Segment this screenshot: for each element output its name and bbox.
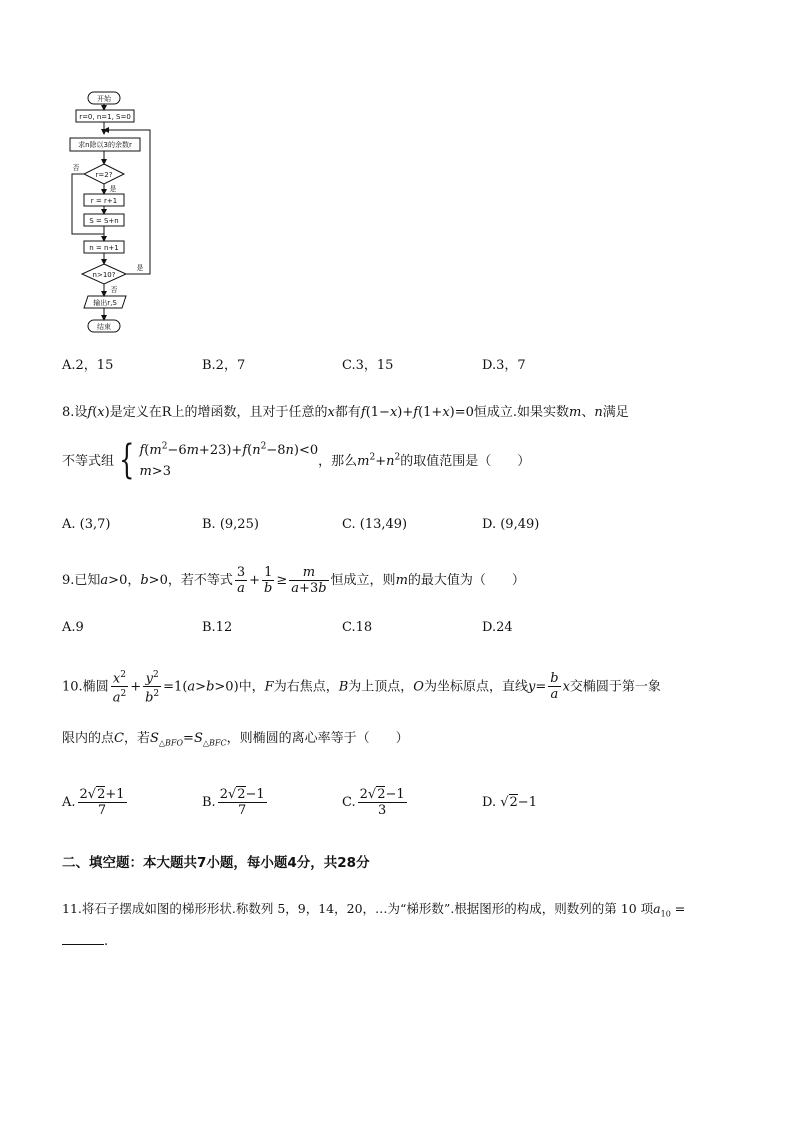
q9-text-a: 9.已知 xyxy=(62,573,101,588)
yes1-label: 是 xyxy=(109,185,117,193)
sum-label: S = S+n xyxy=(89,217,119,225)
q8-option-b[interactable]: B. (9,25) xyxy=(202,517,259,532)
cond2-label: n>10? xyxy=(92,271,116,279)
cond1-label: r=2? xyxy=(95,171,113,179)
q8-text-then: ，那么 xyxy=(318,454,358,470)
q9-text-c: 恒成立，则 xyxy=(330,573,396,588)
q9-option-c[interactable]: C.18 xyxy=(342,620,373,635)
q10-line1: 10.椭圆 $\frac{x^2}{a^2}$ + $\frac{y^2}{b^2}$ =1(a>b>0)中，F为右焦点，B为上顶点，O为坐标原点，直线y= $\frac{b}{a}$ x交椭圆于第一象 xyxy=(62,670,661,706)
q8-text-c: 都有 xyxy=(334,405,361,420)
q10-option-d[interactable]: D. √2−1 xyxy=(482,795,537,810)
q10-option-c[interactable]: C. $\frac{2√2-1}{3}$ xyxy=(342,787,405,818)
inc-r-label: r = r+1 xyxy=(90,197,118,205)
end-label: 结束 xyxy=(97,323,111,331)
init-label: r=0, n=1, S=0 xyxy=(79,113,131,121)
yes2-label: 是 xyxy=(136,264,144,272)
output-label: 输出r,S xyxy=(93,299,117,307)
q10-text-g: 限内的点 xyxy=(62,731,115,746)
q9-option-d[interactable]: D.24 xyxy=(482,620,513,635)
q10-text-h: ，若 xyxy=(123,731,150,746)
q8-text-range: 的取值范围是（ ） xyxy=(400,454,531,470)
q10-text-a: 10.椭圆 xyxy=(62,679,109,695)
q9-option-a[interactable]: A.9 xyxy=(62,620,84,635)
q10-text-f: 交椭圆于第一象 xyxy=(569,679,661,695)
q8-text-d: 恒成立.如果实数 xyxy=(473,405,570,420)
q8-text-b: 是定义在R上的增函数，且对于任意的 xyxy=(109,405,328,420)
q8-text-a: 8.设 xyxy=(62,405,88,420)
q10-line2: 限内的点C，若$S_{\triangle BFO}=S_{\triangle BFC}$，则椭圆的离心率等于（ ） xyxy=(62,731,409,748)
q7-option-c[interactable]: C.3，15 xyxy=(342,358,394,373)
q8-option-c[interactable]: C. (13,49) xyxy=(342,517,408,532)
q9-text-b: ，若不等式 xyxy=(167,573,233,588)
q10-text-i: ，则椭圆的离心率等于（ ） xyxy=(226,731,409,746)
q7-option-b[interactable]: B.2，7 xyxy=(202,358,246,373)
q8-option-d[interactable]: D. (9,49) xyxy=(482,517,540,532)
q10-text-d: 为上顶点， xyxy=(348,679,414,695)
q8-text-system: 不等式组 xyxy=(62,454,115,470)
q11-end: . xyxy=(104,934,109,949)
q8-line2: 不等式组 { $f(m^2-6m+23)+f(n^2-8n)<0$ m>3，那么$m^2+n^2$的取值范围是（ ） xyxy=(62,436,531,483)
q11-answer-blank[interactable] xyxy=(62,934,108,949)
q10-option-a[interactable]: A. $\frac{2√2+1}{7}$ xyxy=(62,787,125,818)
q10-text-e: 为坐标原点，直线 xyxy=(423,679,528,695)
q8-text-e: 满足 xyxy=(602,405,629,420)
flowchart-figure xyxy=(62,86,158,338)
q10-text-b: 中， xyxy=(238,679,265,695)
start-label: 开始 xyxy=(97,95,111,103)
q11-stem: 11.将石子摆成如图的梯形形状.称数列 5，9，14，20，…为“梯形数”.根据图形的构成，则数列的第 10 项$a_{10}$ = xyxy=(62,901,686,919)
q11-text: 11.将石子摆成如图的梯形形状.称数列 5，9，14，20，…为“梯形数”.根据图形的构成，则数列的第 10 项 xyxy=(62,901,654,916)
q9-option-b[interactable]: B.12 xyxy=(202,620,233,635)
q9-stem: 9.已知a>0，b>0，若不等式 $\frac{3}{a}$ + $\frac{1}{b}$ ≥ $\frac{m}{a+3b}$ 恒成立，则m的最大值为（ ） xyxy=(62,565,525,596)
remainder-label: 求n除以3的余数r xyxy=(78,141,132,149)
no2-label: 否 xyxy=(110,286,118,294)
q8-option-a[interactable]: A. (3,7) xyxy=(62,517,111,532)
no1-label: 否 xyxy=(72,164,80,172)
q8-line1: 8.设f(x)是定义在R上的增函数，且对于任意的x都有f(1−x)+f(1+x)=0恒成立.如果实数m、n满足 xyxy=(62,405,629,420)
q10-option-b[interactable]: B. $\frac{2√2-1}{7}$ xyxy=(202,787,265,818)
inc-n-label: n = n+1 xyxy=(89,244,119,252)
q10-text-c: 为右焦点， xyxy=(273,679,339,695)
q7-option-a[interactable]: A.2，15 xyxy=(62,358,114,373)
section-fill-in-heading: 二、填空题：本大题共7小题，每小题4分，共28分 xyxy=(62,855,370,871)
q7-option-d[interactable]: D.3，7 xyxy=(482,358,526,373)
q9-text-d: 的最大值为（ ） xyxy=(407,573,525,588)
